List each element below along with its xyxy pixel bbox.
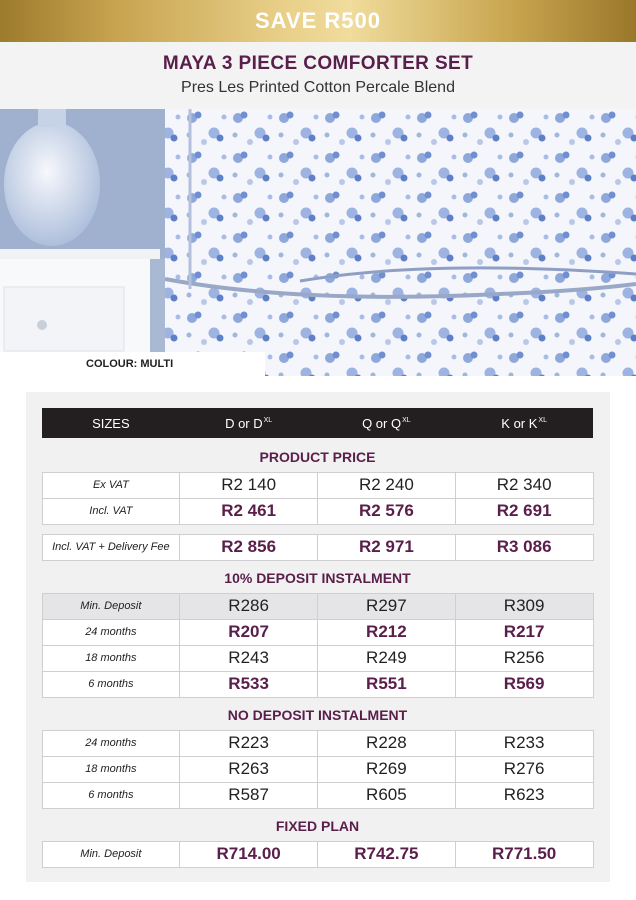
colour-label: COLOUR: MULTI xyxy=(0,352,265,376)
price-cell: R2 576 xyxy=(317,498,456,525)
table-row xyxy=(42,671,593,697)
price-cell: R623 xyxy=(455,782,594,809)
price-cell: R269 xyxy=(317,756,456,783)
table-row xyxy=(42,730,593,756)
row-label: 24 months xyxy=(42,730,181,757)
price-cell: R223 xyxy=(179,730,318,757)
table-row xyxy=(42,498,593,524)
price-cell: R2 856 xyxy=(179,534,318,561)
table-row xyxy=(42,841,593,867)
price-cell: R569 xyxy=(455,671,594,698)
price-cell: R551 xyxy=(317,671,456,698)
row-label: Incl. VAT xyxy=(42,498,181,525)
table-row xyxy=(42,534,593,560)
price-cell: R256 xyxy=(455,645,594,672)
price-cell: R2 240 xyxy=(317,472,456,499)
product-photo xyxy=(0,109,636,376)
table-row xyxy=(42,756,593,782)
row-label: Min. Deposit xyxy=(42,841,181,868)
price-cell: R297 xyxy=(317,593,456,620)
header-sizes: SIZES xyxy=(92,415,130,431)
header-double-sup: XL xyxy=(263,416,273,424)
product-title: MAYA 3 PIECE COMFORTER SET xyxy=(162,53,474,74)
sizes-header xyxy=(42,408,593,438)
row-label: 24 months xyxy=(42,619,181,646)
price-cell: R605 xyxy=(317,782,456,809)
table-row xyxy=(42,472,593,498)
bedding-illustration xyxy=(0,109,636,376)
row-label: Incl. VAT + Delivery Fee xyxy=(42,534,181,561)
header-king-sup: XL xyxy=(538,416,547,424)
price-cell: R2 971 xyxy=(317,534,456,561)
price-cell: R2 140 xyxy=(179,472,318,499)
price-cell: R714.00 xyxy=(179,841,318,868)
price-cell: R309 xyxy=(455,593,594,620)
header-queen xyxy=(318,408,456,438)
table-row xyxy=(42,593,593,619)
price-cell: R212 xyxy=(317,619,456,646)
table-row xyxy=(42,782,593,808)
price-cell: R2 691 xyxy=(455,498,594,525)
price-cell: R276 xyxy=(455,756,594,783)
header-king xyxy=(455,408,593,438)
section-deposit: 10% DEPOSIT INSTALMENT xyxy=(224,570,411,586)
deposit-table xyxy=(42,593,593,697)
price-cell: R217 xyxy=(455,619,594,646)
header-king-label: K or K xyxy=(501,415,538,431)
header-queen-sup: XL xyxy=(402,416,411,424)
price-cell: R771.50 xyxy=(455,841,594,868)
price-cell: R533 xyxy=(179,671,318,698)
price-cell: R587 xyxy=(179,782,318,809)
price-cell: R2 340 xyxy=(455,472,594,499)
price-cell: R742.75 xyxy=(317,841,456,868)
price-cell: R3 086 xyxy=(455,534,594,561)
price-cell: R249 xyxy=(317,645,456,672)
product-price-table xyxy=(42,472,593,524)
price-cell: R228 xyxy=(317,730,456,757)
price-cell: R2 461 xyxy=(179,498,318,525)
price-cell: R243 xyxy=(179,645,318,672)
row-label: 6 months xyxy=(42,671,181,698)
fixed-plan-table xyxy=(42,841,593,867)
delivery-price-table xyxy=(42,534,593,560)
section-product-price: PRODUCT PRICE xyxy=(259,449,376,465)
row-label: 18 months xyxy=(42,756,181,783)
no-deposit-table xyxy=(42,730,593,808)
price-cell: R207 xyxy=(179,619,318,646)
product-subtitle: Pres Les Printed Cotton Percale Blend xyxy=(181,79,455,96)
save-banner-text: SAVE R500 xyxy=(255,8,381,33)
table-row xyxy=(42,645,593,671)
price-cell: R263 xyxy=(179,756,318,783)
price-cell: R233 xyxy=(455,730,594,757)
table-row xyxy=(42,619,593,645)
section-fixed-plan: FIXED PLAN xyxy=(275,818,360,834)
row-label: 18 months xyxy=(42,645,181,672)
header-double-label: D or D xyxy=(225,415,263,431)
row-label: Ex VAT xyxy=(42,472,181,499)
product-title-band xyxy=(0,42,636,109)
row-label: 6 months xyxy=(42,782,181,809)
save-banner xyxy=(0,0,636,42)
header-double xyxy=(180,408,318,438)
price-cell: R286 xyxy=(179,593,318,620)
header-queen-label: Q or Q xyxy=(362,415,402,431)
pricing-panel xyxy=(26,392,610,882)
row-label: Min. Deposit xyxy=(42,593,181,620)
section-no-deposit: NO DEPOSIT INSTALMENT xyxy=(227,707,408,723)
